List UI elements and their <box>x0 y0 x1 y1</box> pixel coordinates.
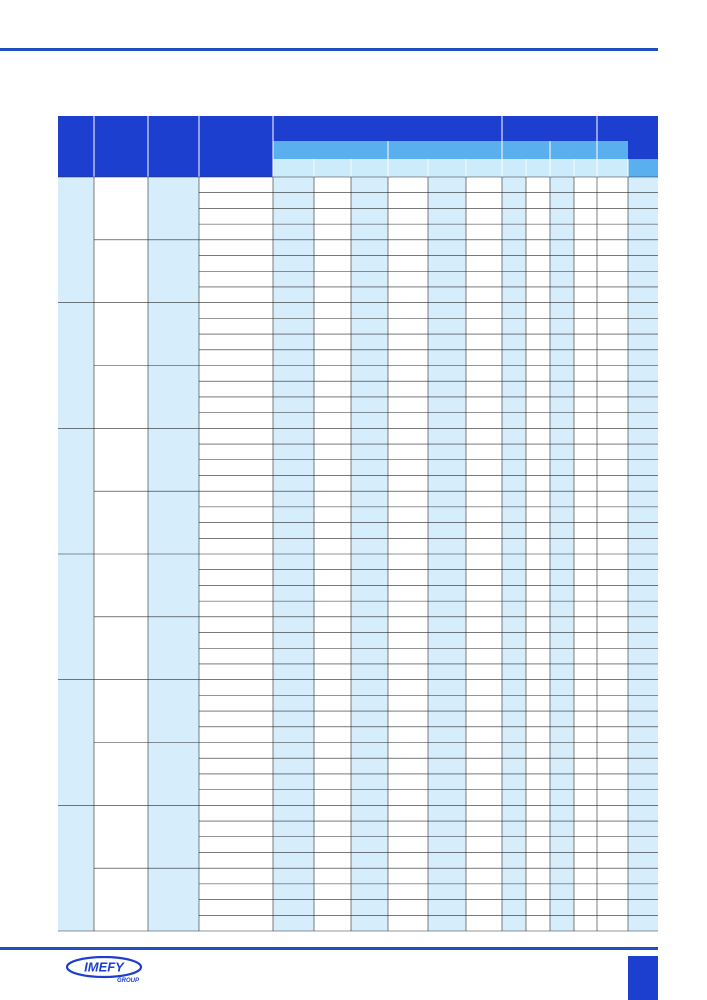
imefy-group-logo <box>66 956 146 984</box>
header-mid-band <box>273 141 628 159</box>
table-grid <box>58 116 658 936</box>
page-number-tab <box>628 956 658 1000</box>
header-sub-band <box>273 159 628 177</box>
logo-subtext: GROUP <box>116 978 140 984</box>
header-extra-band <box>628 159 658 177</box>
top-rule <box>0 48 658 51</box>
specification-table <box>58 116 658 936</box>
logo-text: IMEFY <box>84 959 124 975</box>
bottom-rule <box>0 947 658 950</box>
